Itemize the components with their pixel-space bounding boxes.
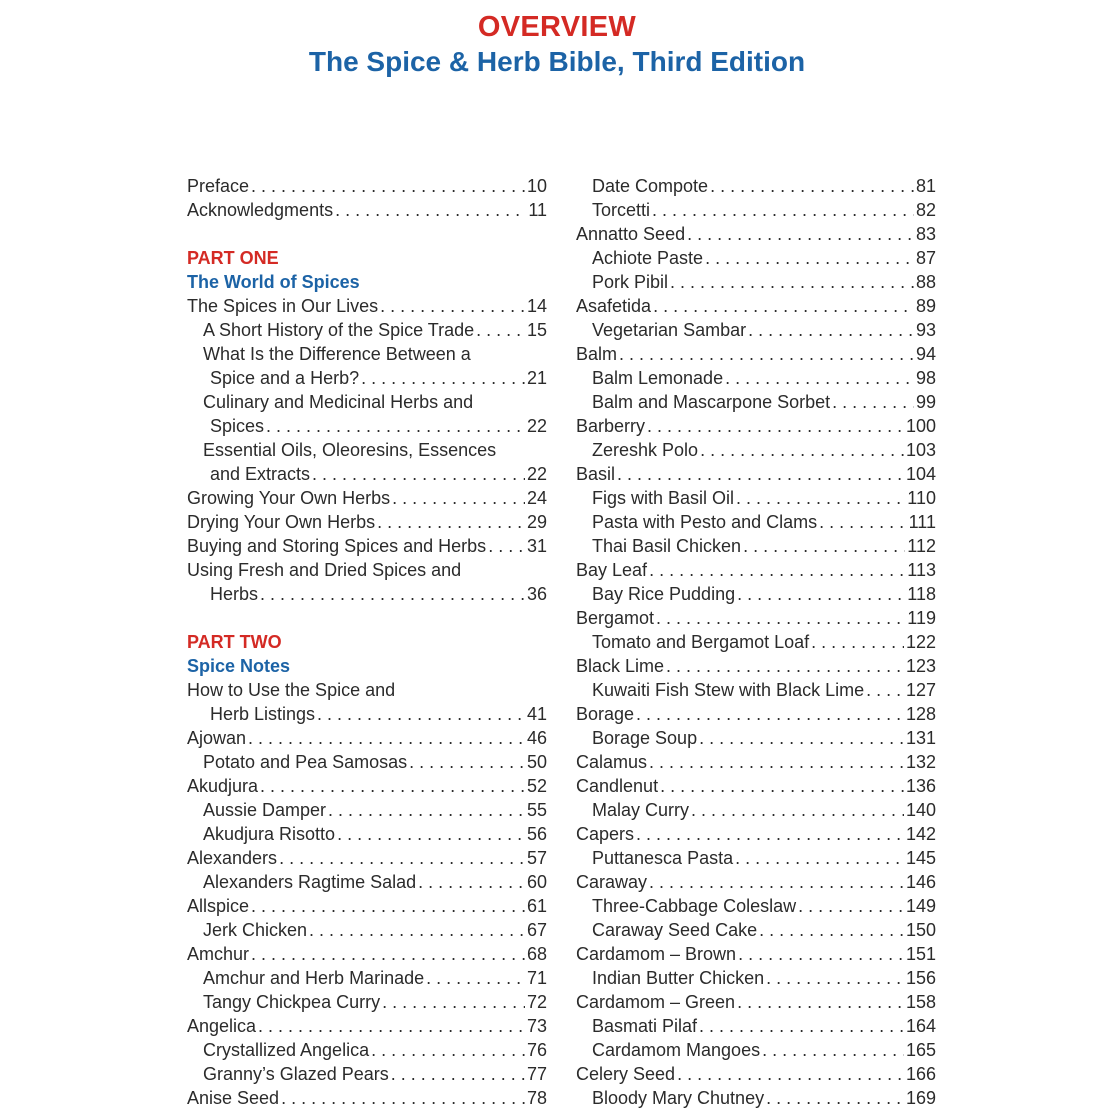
toc-entry-title: Bergamot: [576, 608, 655, 628]
toc-entry-title: Caraway: [576, 872, 648, 892]
dot-leader: [656, 606, 905, 630]
toc-entry-title: Aussie Damper: [203, 800, 327, 820]
page-number: 150: [905, 920, 936, 940]
page-number: 142: [905, 824, 936, 844]
toc-entry: [576, 462, 936, 486]
dot-leader: [317, 702, 525, 726]
dot-leader: [476, 318, 525, 342]
page-number: 89: [915, 296, 936, 316]
toc-entry-title: Granny’s Glazed Pears: [203, 1064, 389, 1084]
page-number: 100: [905, 416, 936, 436]
page-number: 73: [526, 1016, 547, 1036]
toc-entry-title: Preface: [187, 176, 250, 196]
page-number: 156: [905, 968, 936, 988]
toc-entry-title: Three-Cabbage Coleslaw: [592, 896, 797, 916]
toc-entry-title: Capers: [576, 824, 635, 844]
page-number: 110: [907, 488, 936, 508]
page-number: 158: [905, 992, 936, 1012]
dot-leader: [380, 294, 525, 318]
toc-subentry: [187, 1062, 547, 1086]
dot-leader: [725, 366, 914, 390]
page-number: 118: [907, 584, 936, 604]
toc-subentry: [187, 990, 547, 1014]
toc-subentry: [187, 966, 547, 990]
toc-subentry: [576, 438, 936, 462]
page-number: 122: [905, 632, 936, 652]
toc-subentry: [576, 486, 936, 510]
dot-leader: [279, 846, 525, 870]
toc-entry-title: Annatto Seed: [576, 224, 686, 244]
page-number: 164: [905, 1016, 936, 1036]
dot-leader: [677, 1062, 904, 1086]
dot-leader: [266, 414, 525, 438]
toc-entry-title: Bay Leaf: [576, 560, 648, 580]
toc-subentry: [187, 750, 547, 774]
toc-entry-title: Puttanesca Pasta: [592, 848, 734, 868]
toc-entry: [576, 1062, 936, 1086]
toc-entry-title: Torcetti: [592, 200, 651, 220]
dot-leader: [736, 486, 905, 510]
dot-leader: [743, 534, 905, 558]
dot-leader: [652, 198, 914, 222]
dot-leader: [653, 294, 914, 318]
toc-subentry: [576, 1086, 936, 1110]
part-heading: PART TWO: [187, 632, 282, 652]
dot-leader: [710, 174, 914, 198]
page-number: 22: [526, 464, 547, 484]
toc-entry-title: Cardamom – Brown: [576, 944, 737, 964]
toc-subentry: [576, 534, 936, 558]
dot-leader: [647, 414, 904, 438]
toc-entry: [187, 726, 547, 750]
dot-leader: [759, 918, 904, 942]
page-number: 15: [526, 320, 547, 340]
page-number: 52: [526, 776, 547, 796]
toc-entry-title: Black Lime: [576, 656, 665, 676]
dot-leader: [312, 462, 525, 486]
toc-entry-title: Balm: [576, 344, 618, 364]
dot-leader: [251, 174, 525, 198]
dot-leader: [248, 726, 525, 750]
toc-entry-title: Indian Butter Chicken: [592, 968, 765, 988]
dot-leader: [309, 918, 525, 942]
toc-subentry: [187, 1038, 547, 1062]
book-title: The Spice & Herb Bible, Third Edition: [308, 46, 806, 77]
toc-entry: [576, 654, 936, 678]
toc-entry-title: Calamus: [576, 752, 648, 772]
toc-spacer: [187, 222, 547, 246]
dot-leader: [649, 750, 904, 774]
dot-leader: [377, 510, 525, 534]
page-number: 14: [526, 296, 547, 316]
toc-entry: [187, 894, 547, 918]
dot-leader: [832, 390, 914, 414]
page-number: 165: [905, 1040, 936, 1060]
toc-entry-title: Caraway Seed Cake: [592, 920, 758, 940]
toc-entry: [187, 294, 547, 318]
toc-entry: [187, 486, 547, 510]
page-number: 67: [526, 920, 547, 940]
toc-subentry: [576, 318, 936, 342]
dot-leader: [811, 630, 904, 654]
toc-entry-title: Angelica: [187, 1016, 257, 1036]
toc-entry: [187, 174, 547, 198]
toc-entry-title: The Spices in Our Lives: [187, 296, 379, 316]
toc-subentry: [576, 846, 936, 870]
toc-entry-title: Kuwaiti Fish Stew with Black Lime: [592, 680, 865, 700]
dot-leader: [766, 966, 904, 990]
toc-entry: [576, 702, 936, 726]
toc-entry-title: Akudjura Risotto: [203, 824, 336, 844]
toc-entry: [576, 294, 936, 318]
toc-entry-title: Basil: [576, 464, 616, 484]
toc-entry-title: Achiote Paste: [592, 248, 704, 268]
page-number: 71: [526, 968, 547, 988]
toc-entry-title: Crystallized Angelica: [203, 1040, 370, 1060]
toc-entry: [187, 774, 547, 798]
page-number: 87: [915, 248, 936, 268]
toc-entry-continued: How to Use the Spice and: [187, 680, 396, 700]
toc-entry-title: Amchur and Herb Marinade: [203, 968, 425, 988]
toc-entry-title: Tomato and Bergamot Loaf: [592, 632, 810, 652]
toc-entry-title: Barberry: [576, 416, 646, 436]
toc-subentry: [187, 870, 547, 894]
page-number: 169: [905, 1088, 936, 1108]
page-number: 140: [905, 800, 936, 820]
page-number: 81: [915, 176, 936, 196]
toc-subentry: [576, 582, 936, 606]
dot-leader: [636, 822, 904, 846]
toc-entry-title: Malay Curry: [592, 800, 690, 820]
dot-leader: [392, 486, 525, 510]
toc-entry: [576, 990, 936, 1014]
toc-entry-title: Spice and a Herb?: [210, 368, 360, 388]
toc-entry-title: Growing Your Own Herbs: [187, 488, 391, 508]
toc-entry: [187, 846, 547, 870]
toc-entry: [187, 198, 547, 222]
toc-entry: [576, 870, 936, 894]
toc-entry-title: Anise Seed: [187, 1088, 280, 1108]
toc-subentry: [576, 1038, 936, 1062]
toc-entry-title: Pasta with Pesto and Clams: [592, 512, 818, 532]
dot-leader: [488, 534, 525, 558]
toc-subentry: [576, 894, 936, 918]
page-number: 111: [908, 512, 936, 532]
dot-leader: [409, 750, 525, 774]
page-number: 41: [526, 704, 547, 724]
section-heading: The World of Spices: [187, 272, 360, 292]
page-number: 68: [526, 944, 547, 964]
toc-entry-title: Potato and Pea Samosas: [203, 752, 408, 772]
page-number: 131: [905, 728, 936, 748]
toc-entry: [576, 606, 936, 630]
dot-leader: [735, 846, 904, 870]
toc-entry-title: Pork Pibil: [592, 272, 669, 292]
dot-leader: [260, 774, 525, 798]
dot-leader: [737, 582, 905, 606]
dot-leader: [619, 342, 914, 366]
page-number: 128: [905, 704, 936, 724]
toc-entry-title: Amchur: [187, 944, 250, 964]
page-number: 57: [526, 848, 547, 868]
page-number: 10: [526, 176, 547, 196]
page-number: 60: [526, 872, 547, 892]
toc-entry-title: Ajowan: [187, 728, 247, 748]
dot-leader: [251, 942, 525, 966]
page-number: 136: [905, 776, 936, 796]
toc-entry: [576, 558, 936, 582]
page-number: 146: [905, 872, 936, 892]
toc-subentry: [576, 390, 936, 414]
toc-entry-title: Bay Rice Pudding: [592, 584, 736, 604]
page-number: 24: [526, 488, 547, 508]
page-number: 77: [526, 1064, 547, 1084]
dot-leader: [260, 582, 525, 606]
toc-subentry: [576, 270, 936, 294]
dot-leader: [371, 1038, 525, 1062]
toc-subentry: [576, 366, 936, 390]
toc-entry: [576, 774, 936, 798]
toc-subentry: [187, 462, 547, 486]
overview-heading: OVERVIEW: [477, 11, 637, 43]
page-number: 61: [526, 896, 547, 916]
dot-leader: [691, 798, 904, 822]
toc-entry-title: Zereshk Polo: [592, 440, 699, 460]
dot-leader: [670, 270, 914, 294]
page-number: 94: [915, 344, 936, 364]
toc-spacer: [187, 606, 547, 630]
page-number: 76: [526, 1040, 547, 1060]
toc-entry-title: Thai Basil Chicken: [592, 536, 742, 556]
toc-entry: [187, 510, 547, 534]
page-number: 78: [526, 1088, 547, 1108]
page-number: 112: [907, 536, 936, 556]
toc-column-right: [576, 174, 936, 1110]
dot-leader: [335, 198, 526, 222]
dot-leader: [361, 366, 525, 390]
page-number: 50: [526, 752, 547, 772]
dot-leader: [649, 558, 905, 582]
toc-subentry: [576, 966, 936, 990]
toc-entry-title: Spices: [210, 416, 265, 436]
toc-entry-title: Borage: [576, 704, 635, 724]
toc-subentry: [187, 702, 547, 726]
dot-leader: [766, 1086, 904, 1110]
dot-leader: [748, 318, 914, 342]
page-number: 56: [526, 824, 547, 844]
toc-subentry: [187, 822, 547, 846]
page-number: 72: [526, 992, 547, 1012]
toc-subentry: [576, 798, 936, 822]
page-number: 119: [907, 608, 936, 628]
toc-entry-title: Herbs: [210, 584, 259, 604]
dot-leader: [649, 870, 904, 894]
toc-entry-title: Balm and Mascarpone Sorbet: [592, 392, 831, 412]
page-number: 104: [905, 464, 936, 484]
section-heading: Spice Notes: [187, 656, 291, 676]
toc-entry-title: Vegetarian Sambar: [592, 320, 747, 340]
dot-leader: [418, 870, 525, 894]
toc-entry-title: Akudjura: [187, 776, 259, 796]
toc-entry-title: Jerk Chicken: [203, 920, 308, 940]
dot-leader: [700, 438, 904, 462]
toc-subentry: [187, 918, 547, 942]
toc-entry: [187, 1014, 547, 1038]
dot-leader: [737, 990, 904, 1014]
dot-leader: [866, 678, 904, 702]
toc-column-left: [187, 174, 547, 1110]
page-number: 149: [905, 896, 936, 916]
toc-subentry: [187, 366, 547, 390]
page-number: 11: [528, 200, 547, 220]
toc-subentry: [187, 798, 547, 822]
page-number: 123: [905, 656, 936, 676]
toc-entry-title: Herb Listings: [210, 704, 316, 724]
toc-entry-title: Alexanders: [187, 848, 278, 868]
toc-entry-title: Date Compote: [592, 176, 709, 196]
dot-leader: [281, 1086, 525, 1110]
page-number: 98: [915, 368, 936, 388]
dot-leader: [426, 966, 525, 990]
toc-subentry: [576, 678, 936, 702]
toc-entry-title: Balm Lemonade: [592, 368, 724, 388]
toc-entry-continued: Culinary and Medicinal Herbs and: [203, 392, 474, 412]
page-header: [0, 10, 1114, 80]
page-number: 132: [905, 752, 936, 772]
toc-entry: [576, 414, 936, 438]
page-number: 82: [915, 200, 936, 220]
toc-entry-title: Bloody Mary Chutney: [592, 1088, 765, 1108]
page-number: 151: [905, 944, 936, 964]
dot-leader: [328, 798, 525, 822]
dot-leader: [699, 1014, 904, 1038]
dot-leader: [699, 726, 904, 750]
toc-subentry: [576, 630, 936, 654]
dot-leader: [666, 654, 904, 678]
toc-entry-title: and Extracts: [210, 464, 311, 484]
dot-leader: [382, 990, 525, 1014]
toc-entry-title: Allspice: [187, 896, 250, 916]
toc-entry-title: A Short History of the Spice Trade: [203, 320, 475, 340]
dot-leader: [337, 822, 525, 846]
dot-leader: [251, 894, 525, 918]
toc-entry-title: Borage Soup: [592, 728, 698, 748]
toc-entry: [576, 942, 936, 966]
part-heading: PART ONE: [187, 248, 279, 268]
page-number: 113: [907, 560, 936, 580]
toc-subentry: [576, 198, 936, 222]
page-number: 166: [905, 1064, 936, 1084]
toc-entry-title: Basmati Pilaf: [592, 1016, 698, 1036]
page-number: 31: [526, 536, 547, 556]
toc-entry-title: Buying and Storing Spices and Herbs: [187, 536, 487, 556]
page-number: 55: [526, 800, 547, 820]
toc-entry-continued: Essential Oils, Oleoresins, Essences: [203, 440, 497, 460]
toc-entry-continued: What Is the Difference Between a: [203, 344, 471, 364]
toc-entry-title: Alexanders Ragtime Salad: [203, 872, 417, 892]
dot-leader: [819, 510, 907, 534]
page-number: 21: [526, 368, 547, 388]
toc-entry-title: Tangy Chickpea Curry: [203, 992, 381, 1012]
toc-subentry: [576, 726, 936, 750]
dot-leader: [617, 462, 904, 486]
toc-entry-title: Cardamom Mangoes: [592, 1040, 761, 1060]
toc-subentry: [576, 174, 936, 198]
dot-leader: [798, 894, 904, 918]
page-number: 29: [526, 512, 547, 532]
toc-subentry: [187, 318, 547, 342]
page-number: 145: [905, 848, 936, 868]
dot-leader: [687, 222, 914, 246]
toc-entry-title: Celery Seed: [576, 1064, 676, 1084]
page-number: 22: [526, 416, 547, 436]
page-number: 36: [526, 584, 547, 604]
dot-leader: [705, 246, 914, 270]
toc-entry: [576, 222, 936, 246]
page-number: 83: [915, 224, 936, 244]
page-number: 103: [905, 440, 936, 460]
toc-entry: [187, 942, 547, 966]
toc-entry-title: Cardamom – Green: [576, 992, 736, 1012]
page-number: 99: [915, 392, 936, 412]
page-number: 46: [526, 728, 547, 748]
page-number: 127: [905, 680, 936, 700]
toc-entry-title: Figs with Basil Oil: [592, 488, 735, 508]
toc-subentry: [576, 510, 936, 534]
toc-entry-title: Drying Your Own Herbs: [187, 512, 376, 532]
dot-leader: [391, 1062, 525, 1086]
dot-leader: [762, 1038, 904, 1062]
toc-entry: [576, 750, 936, 774]
dot-leader: [258, 1014, 525, 1038]
toc-entry-title: Asafetida: [576, 296, 652, 316]
dot-leader: [660, 774, 904, 798]
toc-entry: [187, 1086, 547, 1110]
toc-subentry: [576, 246, 936, 270]
toc-subentry: [576, 918, 936, 942]
toc-entry-title: Acknowledgments: [187, 200, 334, 220]
toc-subentry: [187, 414, 547, 438]
toc-subentry: [187, 582, 547, 606]
dot-leader: [738, 942, 904, 966]
toc-entry: [576, 342, 936, 366]
page-number: 88: [915, 272, 936, 292]
toc-entry: [576, 822, 936, 846]
dot-leader: [636, 702, 904, 726]
toc-entry-title: Candlenut: [576, 776, 659, 796]
toc-entry-continued: Using Fresh and Dried Spices and: [187, 560, 462, 580]
toc-entry: [187, 534, 547, 558]
toc-subentry: [576, 1014, 936, 1038]
page-number: 93: [915, 320, 936, 340]
